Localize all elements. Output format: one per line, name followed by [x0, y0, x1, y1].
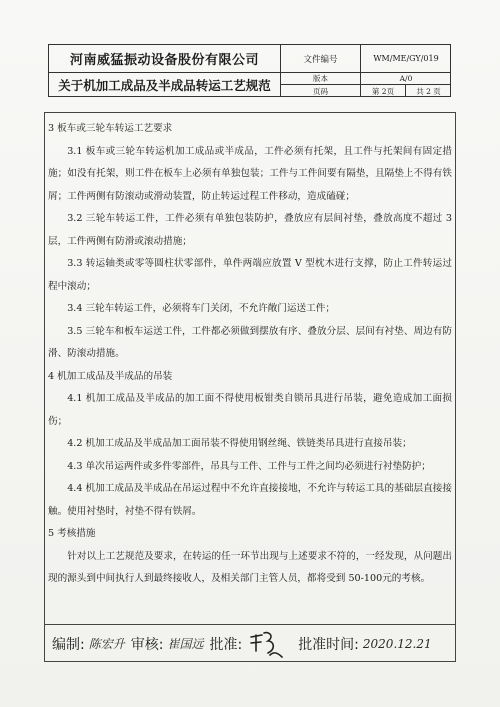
section-5-heading: 5 考核措施: [48, 528, 96, 539]
header-table: [48, 44, 451, 97]
body-content: [48, 118, 452, 591]
version-label: 版本: [281, 73, 361, 85]
paragraph-4-4: 4.4 机加工成品及半成品在吊运过程中不允许直接接地，不允许与转运工具的基础层直接接触。使用衬垫时，衬垫不得有铁屑。: [48, 483, 452, 517]
reviewer-label: 审核:: [130, 636, 164, 653]
doc-number-label: 文件编号: [281, 45, 361, 73]
section-3-heading: 3 板车或三轮车转运工艺要求: [48, 123, 173, 134]
paragraph-3-3: 3.3 转运轴类或零等圆柱状零部件，单件两端应放置 V 型枕木进行支撑，防止工件转运过程中滚动；: [48, 258, 452, 292]
paragraph-5: 针对以上工艺规范及要求，在转运的任一环节出现与上述要求不符的，一经发现，从问题出现的源头到中间执行人到最终接收人，及相关部门主管人员，都将受到 50-100元的考核。: [48, 550, 452, 584]
editor-signature: 陈宏升: [88, 637, 125, 651]
paragraph-3-2: 3.2 三轮车转运工件，工件必须有单独包装防护，叠放应有层间衬垫，叠放高度不超过 3 层，工件两侧有防滑或滚动措施；: [48, 213, 452, 247]
approver-signature: [248, 629, 284, 659]
paragraph-4-2: 4.2 机加工成品及半成品加工面吊装不得使用钢丝绳、铁链类吊具进行直接吊装；: [67, 438, 412, 449]
paragraph-3-4: 3.4 三轮车转运工件，必须将车门关闭，不允许敞门运送工件；: [67, 303, 335, 314]
company-name: 河南威猛振动设备股份有限公司: [49, 45, 281, 73]
document-title: 关于机加工成品及半成品转运工艺规范: [49, 73, 281, 97]
page-current: 第 2页: [361, 85, 406, 97]
paragraph-4-3: 4.3 单次吊运两件或多件零部件，吊具与工件、工件与工件之间均必须进行衬垫防护；: [67, 460, 431, 472]
approve-time-label: 批准时间:: [298, 636, 359, 653]
reviewer-signature: 崔国远: [167, 637, 204, 651]
signature-row: [44, 624, 456, 662]
approver-label: 批准:: [209, 636, 243, 653]
doc-number-value: WM/ME/GY/019: [361, 45, 451, 73]
paragraph-3-5: 3.5 三轮车和板车运送工件，工件都必须做到摆放有序、叠放分层、层间有衬垫、周边有防滑、防滚动措施。: [48, 325, 452, 359]
editor-label: 编制:: [52, 636, 85, 653]
section-4-heading: 4 机加工成品及半成品的吊装: [48, 370, 173, 382]
page-label: 页码: [281, 85, 361, 97]
paragraph-3-1: 3.1 板车或三轮车转运机加工成品或半成品，工件必须有托架，且工件与托架间有固定措施；如没有托架，则工件在板车上必须有单独包装；工件与工件间要有隔垫，且隔垫上不得有铁屑；工件两侧有防滚动或滑动装置，防止转运过程工件移动，造成磕碰；: [48, 145, 452, 202]
approve-time-value: 2020.12.21: [362, 636, 432, 651]
page-total: 共 2 页: [416, 86, 441, 96]
paragraph-4-1: 4.1 机加工成品及半成品的加工面不得使用板钳类自锁吊具进行吊装，避免造成加工面损伤；: [48, 393, 452, 427]
version-value: A/0: [361, 73, 451, 85]
